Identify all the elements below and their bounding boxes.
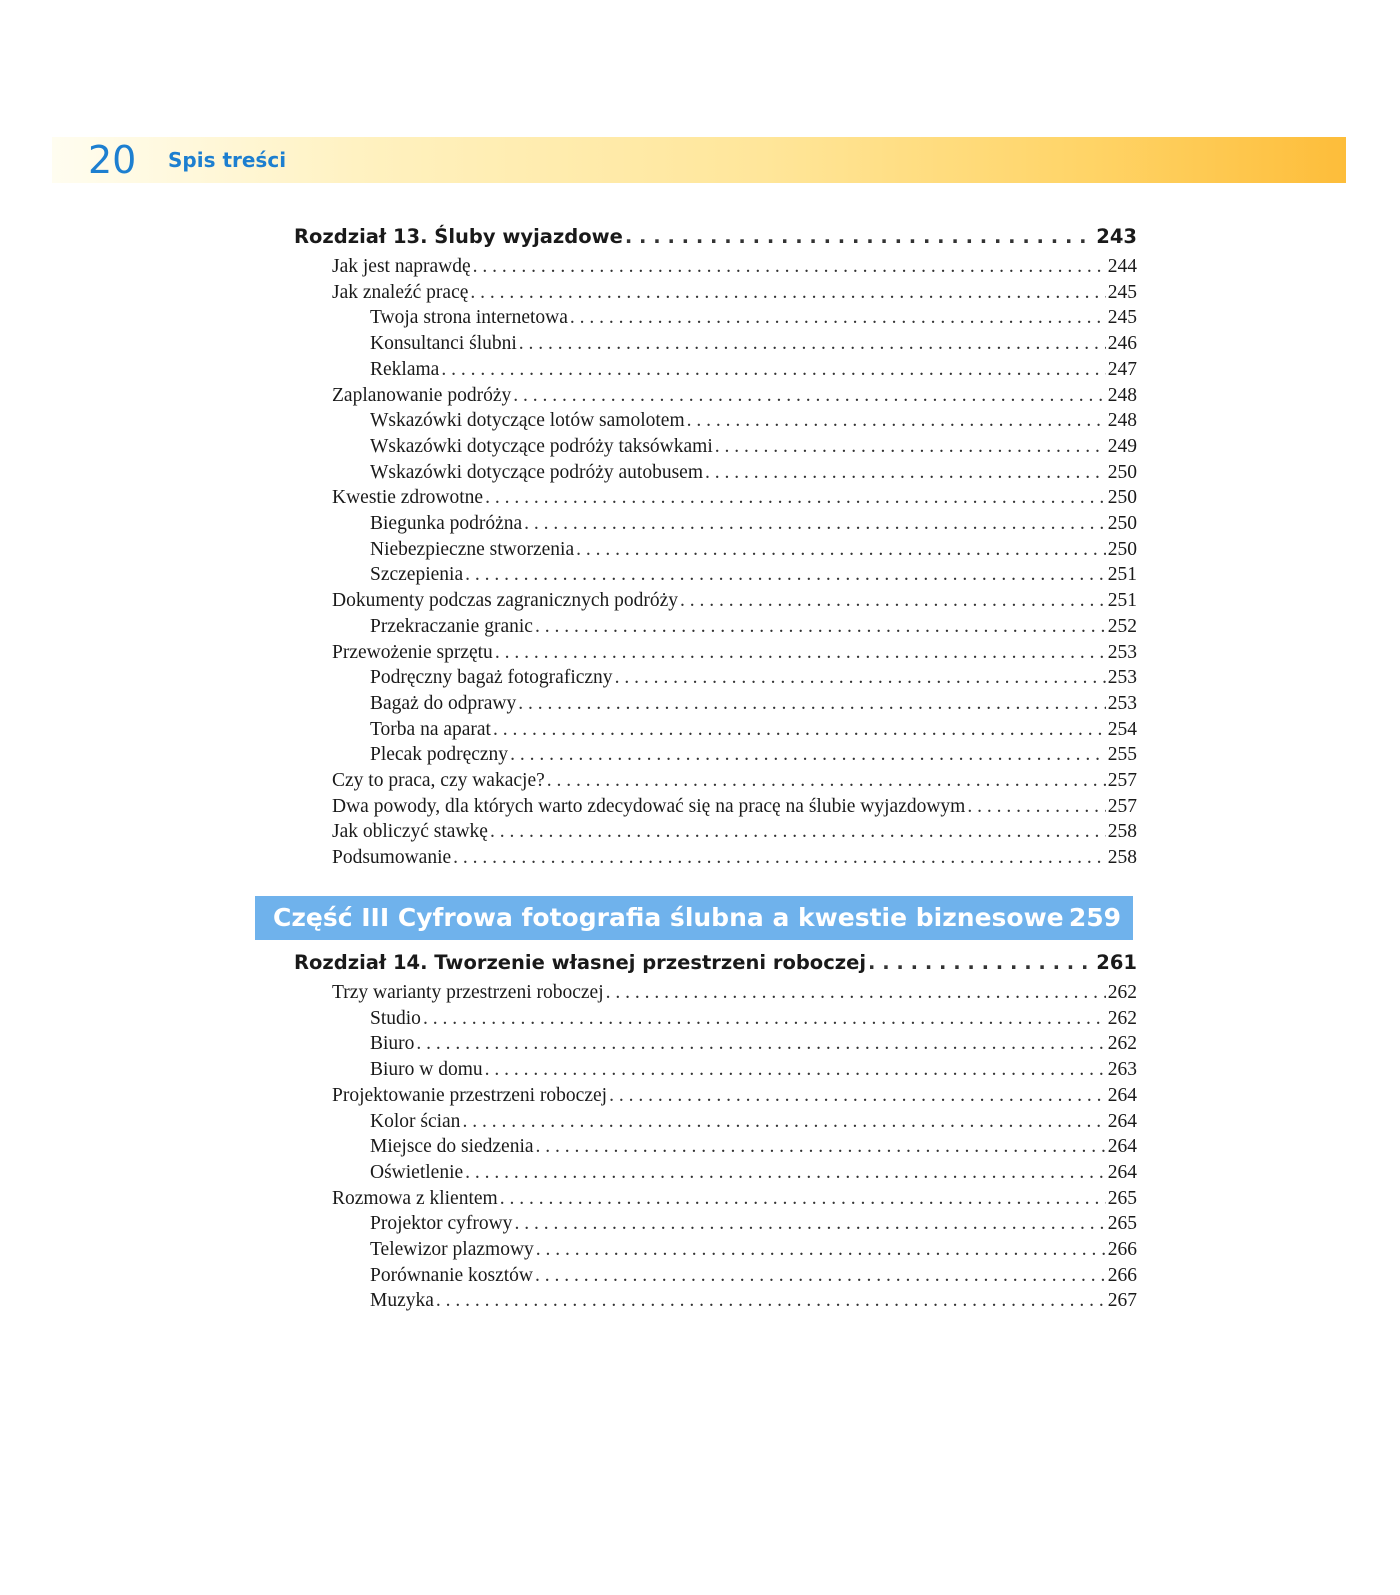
toc-entry-label: Podsumowanie [332, 847, 452, 869]
dot-leader [416, 1031, 1105, 1057]
toc-entry-page: 254 [1107, 718, 1137, 740]
toc-entry[interactable] [332, 1083, 1137, 1109]
toc-entry-page: 264 [1107, 1136, 1137, 1158]
toc-entry[interactable] [370, 717, 1137, 743]
toc-entry[interactable] [332, 794, 1137, 820]
dot-leader [473, 254, 1106, 280]
toc-entry-label: Jak obliczyć stawkę [332, 821, 488, 843]
dot-leader [576, 537, 1106, 563]
toc-entry-page: 258 [1107, 847, 1137, 869]
dot-leader [705, 460, 1106, 486]
toc-entry-page: 253 [1107, 667, 1137, 689]
toc-entry[interactable] [370, 1288, 1137, 1314]
toc-entry-page: 246 [1107, 333, 1137, 355]
toc-entry-page: 262 [1107, 1033, 1137, 1055]
toc-entry-label: Biegunka podróżna [370, 513, 523, 534]
dot-leader [493, 717, 1106, 743]
dot-leader [485, 1057, 1106, 1083]
toc-entry[interactable] [332, 254, 1137, 280]
toc-entry-label: Przekraczanie granic [370, 615, 533, 637]
dot-leader [436, 1288, 1106, 1314]
toc-entry[interactable] [370, 1109, 1137, 1135]
dot-leader [423, 1006, 1106, 1032]
toc-entry-page: 265 [1107, 1213, 1137, 1235]
dot-leader [514, 1211, 1105, 1237]
toc-entry[interactable] [370, 305, 1137, 331]
toc-entry-label: Wskazówki dotyczące podróży taksówkami [370, 435, 713, 457]
toc-entry[interactable] [370, 742, 1137, 768]
toc-entry[interactable] [332, 588, 1137, 614]
dot-leader [441, 357, 1105, 383]
toc-entry-label: Biuro [370, 1033, 415, 1055]
toc-entry[interactable] [370, 1211, 1137, 1237]
dot-leader [470, 280, 1105, 306]
toc-entry-page: 244 [1107, 256, 1137, 277]
toc-entry[interactable] [370, 511, 1137, 537]
dot-leader [547, 768, 1106, 794]
toc-entry-page: 257 [1107, 770, 1137, 791]
toc-entry-label: Studio [370, 1007, 421, 1029]
toc-entry-page: 264 [1107, 1161, 1137, 1183]
part-title: Część III Cyfrowa fotografia ślubna a kwestie biznesowe [273, 903, 1064, 932]
toc-entry[interactable] [332, 845, 1137, 871]
toc-entry[interactable] [370, 1237, 1137, 1263]
toc-chapter-page: 261 [1096, 951, 1137, 974]
toc-entry-label: Oświetlenie [370, 1161, 464, 1183]
toc-entry[interactable] [370, 614, 1137, 640]
toc-entry[interactable] [332, 980, 1137, 1006]
toc-entry-label: Wskazówki dotyczące podróży autobusem [370, 461, 704, 483]
toc-entry-page: 248 [1107, 384, 1137, 406]
toc-entry[interactable] [332, 280, 1137, 306]
toc-entry-label: Porównanie kosztów [370, 1264, 534, 1286]
toc-entry-page: 265 [1107, 1187, 1137, 1209]
toc-entry-label: Dokumenty podczas zagranicznych podróży [332, 590, 678, 612]
page-number: 20 [88, 138, 137, 182]
toc-entry-label: Miejsce do siedzenia [370, 1136, 534, 1158]
dot-leader [490, 819, 1106, 845]
toc-entry[interactable] [370, 434, 1137, 460]
toc-entry-page: 251 [1107, 564, 1137, 586]
toc-chapter-13[interactable] [294, 222, 1137, 252]
toc-entry-label: Konsultanci ślubni [370, 333, 517, 355]
toc-entry[interactable] [370, 537, 1137, 563]
toc-entry[interactable] [370, 1134, 1137, 1160]
dot-leader [513, 383, 1106, 409]
toc-entry[interactable] [332, 819, 1137, 845]
dot-leader [519, 331, 1106, 357]
toc-entry[interactable] [332, 383, 1137, 409]
toc-entry-page: 247 [1107, 358, 1137, 380]
toc-entry-page: 250 [1107, 461, 1137, 483]
toc-entry[interactable] [370, 460, 1137, 486]
dot-leader [967, 794, 1105, 820]
toc-entry-label: Trzy warianty przestrzeni roboczej [332, 982, 604, 1003]
part-page: 259 [1068, 903, 1121, 932]
part-heading-bar[interactable] [255, 896, 1133, 940]
toc-entry-label: Kwestie zdrowotne [332, 487, 484, 509]
toc-entry-label: Plecak podręczny [370, 744, 509, 766]
dot-leader [536, 1134, 1106, 1160]
toc-entry-page: 263 [1107, 1059, 1137, 1081]
toc-entry-label: Telewizor plazmowy [370, 1239, 534, 1260]
toc-entry-page: 258 [1107, 821, 1137, 843]
toc-entry-page: 255 [1107, 744, 1137, 766]
toc-chapter-title: Rozdział 14. Tworzenie własnej przestrzeni roboczej [294, 951, 867, 974]
dot-leader [518, 691, 1106, 717]
toc-entry[interactable] [370, 331, 1137, 357]
toc-entry[interactable] [370, 1263, 1137, 1289]
toc-entry-page: 267 [1107, 1290, 1137, 1312]
toc-entry-label: Torba na aparat [370, 718, 491, 740]
toc-entry-label: Zaplanowanie podróży [332, 384, 512, 406]
toc-entry-page: 252 [1107, 615, 1137, 637]
toc-entry[interactable] [370, 408, 1137, 434]
toc-entry-page: 250 [1107, 538, 1137, 560]
dot-leader [715, 434, 1106, 460]
toc-entry-label: Jak jest naprawdę [332, 256, 471, 277]
running-title: Spis treści [168, 148, 287, 172]
toc-entry[interactable] [370, 1160, 1137, 1186]
toc-entry-page: 250 [1107, 513, 1137, 534]
dot-leader [524, 511, 1106, 537]
toc-entry-page: 262 [1107, 982, 1137, 1003]
dot-leader [453, 845, 1106, 871]
toc-entry-page: 262 [1107, 1007, 1137, 1029]
toc-chapter-page: 243 [1096, 225, 1137, 248]
toc-chapter-title: Rozdział 13. Śluby wyjazdowe [294, 225, 623, 248]
dot-leader [465, 1160, 1106, 1186]
toc-entry-label: Projektor cyfrowy [370, 1213, 513, 1235]
toc-entry-page: 251 [1107, 590, 1137, 612]
toc-entry-page: 245 [1107, 281, 1137, 303]
toc-entry-page: 264 [1107, 1084, 1137, 1106]
dot-leader [615, 665, 1106, 691]
toc-entry-page: 266 [1107, 1239, 1137, 1260]
toc-entry[interactable] [332, 640, 1137, 666]
dot-leader [535, 614, 1106, 640]
dot-leader [570, 305, 1106, 331]
toc-entry-label: Dwa powody, dla których warto zdecydować się na pracę na ślubie wyjazdowym [332, 795, 966, 817]
toc-entry[interactable] [370, 1031, 1137, 1057]
toc-entry-label: Szczepienia [370, 564, 464, 586]
dot-leader [680, 588, 1106, 614]
toc-entry[interactable] [370, 1057, 1137, 1083]
toc-entry-label: Podręczny bagaż fotograficzny [370, 667, 613, 689]
toc-entry-page: 253 [1107, 692, 1137, 714]
toc-entry-page: 250 [1107, 487, 1137, 509]
toc-entry[interactable] [332, 485, 1137, 511]
toc-entry[interactable] [370, 691, 1137, 717]
dot-leader [465, 562, 1106, 588]
toc-chapter-14[interactable] [294, 948, 1137, 978]
toc-entry[interactable] [370, 562, 1137, 588]
dot-leader [609, 1083, 1106, 1109]
toc-entry-label: Rozmowa z klientem [332, 1187, 498, 1209]
dot-leader [462, 1109, 1105, 1135]
toc-entry-page: 266 [1107, 1264, 1137, 1286]
dot-leader [606, 980, 1106, 1006]
toc-entry-page: 245 [1107, 307, 1137, 329]
toc-entry-label: Muzyka [370, 1290, 434, 1312]
dot-leader [868, 948, 1094, 978]
toc-entry-label: Wskazówki dotyczące lotów samolotem [370, 410, 685, 432]
toc-entry[interactable] [332, 1186, 1137, 1212]
toc-entry-label: Biuro w domu [370, 1059, 483, 1081]
toc-entry-label: Projektowanie przestrzeni roboczej [332, 1084, 608, 1106]
toc-entry-label: Czy to praca, czy wakacje? [332, 770, 545, 791]
toc-entry-label: Jak znaleźć pracę [332, 281, 469, 303]
toc-entry-label: Reklama [370, 358, 440, 380]
toc-entry[interactable] [332, 768, 1137, 794]
dot-leader [535, 1263, 1106, 1289]
toc-entry[interactable] [370, 1006, 1137, 1032]
toc-entry-label: Twoja strona internetowa [370, 307, 568, 329]
toc-entry-label: Niebezpieczne stworzenia [370, 538, 575, 560]
toc-entry-page: 249 [1107, 435, 1137, 457]
toc-entry-page: 257 [1107, 795, 1137, 817]
dot-leader [536, 1237, 1106, 1263]
dot-leader [625, 222, 1094, 252]
toc-entry-page: 253 [1107, 641, 1137, 663]
toc-entry-label: Przewożenie sprzętu [332, 641, 493, 663]
dot-leader [687, 408, 1106, 434]
dot-leader [500, 1186, 1106, 1212]
toc-entry-page: 248 [1107, 410, 1137, 432]
toc-entry-label: Kolor ścian [370, 1110, 461, 1132]
toc-entry[interactable] [370, 665, 1137, 691]
dot-leader [510, 742, 1106, 768]
toc-entry-label: Bagaż do odprawy [370, 692, 517, 714]
toc-entry-page: 264 [1107, 1110, 1137, 1132]
dot-leader [485, 485, 1106, 511]
dot-leader [495, 640, 1106, 666]
toc-entry[interactable] [370, 357, 1137, 383]
